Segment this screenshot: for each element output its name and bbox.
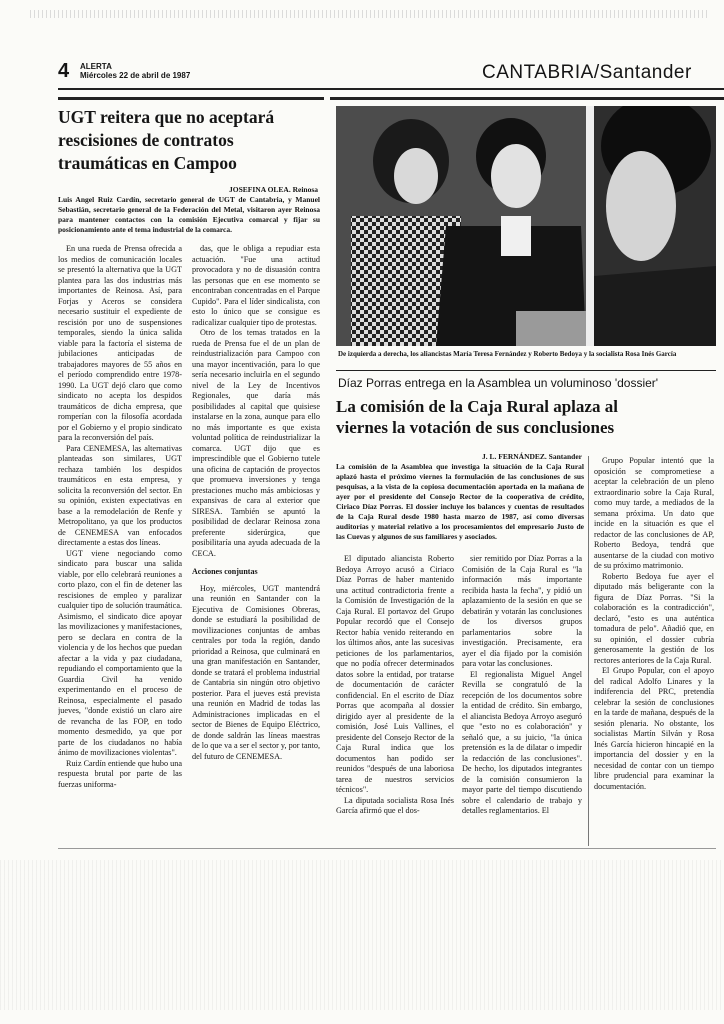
- bottom-rule: [58, 848, 716, 849]
- paragraph: Otro de los temas tratados en la rueda de Prensa fue el de un plan de reindustrialización para Campoo con una mayor incentivación, para lo que sería necesario incluirla en el segundo nivel de la Ley de Incentivos Regionales, que daría más posibilidades al capital que quisiese instalarse en la zona, aunque para ello no más importante es que exista voluntad política de reindustrializar la comarca. UGT dijo que es imprescindible que el Gobierno tutele una oficina de captación de proyectos que promueva inversiones y tenga prestaciones mucho más ambiciosas y expansivas de cara al exterior que SIRESA. También se apuntó la posibilidad de declarar Reinosa zona preferente siderúrgica, que posibilitaría una ayuda adecuada de la CECA.: [192, 328, 320, 558]
- paragraph: Grupo Popular intentó que la oposición se comprometiese a aceptar la celebración de un pleno extraordinario sobre la Caja Rural, como muy tarde, a mediados de la semana próxima. Un dato que incide en la situación es que el redactor de las conclusiones de AP, Roberto Bedoya, tendrá que ausentarse de la ciudad con motivo de su próximo matrimonio.: [594, 456, 714, 570]
- paragraph: Roberto Bedoya fue ayer el diputado más beligerante con la figura de Díaz Porras. "Si la colaboración es la contradicción", declaró, "esto es una auténtica tomadura de pelo". Añadió que, en su opinión, el dossier cubría generosamente la gestión de los rectores anteriores de la Caja Rural.: [594, 571, 714, 665]
- paragraph: La diputada socialista Rosa Inés García afirmó que el dos-: [336, 795, 454, 815]
- right-lead: La comisión de la Asamblea que investiga la situación de la Caja Rural aplazó hasta el próximo viernes la formulación de las conclusiones de sus pesquisas, a la vista de la copiosa documentación aportada en la mañana de ayer por el presidente del Consejo Rector de la cooperativa de crédito, Ciriaco Díaz Porras. El dossier incluye los balances y cuentas de resultados de la Caja Rural desde 1980 hasta marzo de 1987, así como diversas auditorías y material relativo a los procesamientos del empresario Justo de las Cuevas y algunos de sus familiares y asociados.: [336, 462, 584, 541]
- paragraph: das, que le obliga a repudiar esta actuación. "Fue una actitud provocadora y no de disuasión contra las personas que en ese momento se encontraban concentradas en el Parque Cupido". Para el líder sindicalista, con esto lo único que se consigue es radicalizar cualquier tipo de protestas.: [192, 244, 320, 327]
- scan-noise-bottom: [0, 860, 724, 1010]
- paragraph: Ruiz Cardín entiende que hubo una respuesta brutal por parte de las fuerzas uniforma-: [58, 758, 182, 789]
- left-column-1: [58, 244, 182, 844]
- left-lead: Luis Angel Ruiz Cardín, secretario general de UGT de Cantabria, y Manuel Sebastián, secretario general de la Federación del Metal, visitaron ayer Reinosa para mantener contactos con la comisión Ejecutiva comarcal y fijar su posicionamiento ante el tema industrial de la comarca.: [58, 195, 320, 234]
- left-byline: JOSEFINA OLEA. Reinosa: [229, 185, 318, 194]
- right-headline: La comisión de la Caja Rural aplaza al viernes la votación de sus conclusiones: [336, 397, 618, 437]
- photo-image: [336, 106, 716, 346]
- right-column-2: [462, 554, 582, 844]
- paragraph: Hoy, miércoles, UGT mantendrá una reunión en Santander con la Ejecutiva de Comisiones Obreras, donde se estudiará la posibilidad de movilizaciones conjuntas de ambas centrales por toda la región, dando prioridad a Reinosa, que culminará en una gran manifestación en Santander, donde se tratará el problema industrial de Cantabria sin ningún otro objetivo posterior. Para el jueves está prevista una reunión en Madrid de todas las Administraciones implicadas en el sector de Bienes de Equipo Eléctrico, de donde saldrán las líneas maestras de lo que va a ser el sector y, por tanto, del futuro de CENEMESA.: [192, 583, 320, 761]
- left-top-rule: [58, 97, 324, 100]
- paragraph: El Grupo Popular, con el apoyo del radical Adolfo Linares y la indiferencia del PRC, pretendía celebrar la sesión de conclusiones en la tarde de mañana, después de la sesión plenaria. No obstante, los socialistas Martín Silván y Rosa Inés García hicieron hincapié en la importancia del dossier y en la necesidad de contar con un tiempo libre prudencial para examinar la documentación.: [594, 666, 714, 791]
- paragraph: En una rueda de Prensa ofrecida a los medios de comunicación locales se presentó la alternativa que la UGT planteа para las dos industrias más importantes de Reinosa. Así, para Forjas y Aceros se considera necesario sustituir el expediente de rescisión por uno de suspensiones temporales, siendo la única salida viable para la factoría el sistema de jubilaciones anticipadas de trabajadores mayores de 55 años en el período comprendido entre 1978-1990. La UGT dejó claro que como sindicato no acepta los despidos traumáticos de dicha empresa, que romperían con la filosofía acordada por el Gobierno y el propio sindicato para la reconversión del país.: [58, 244, 182, 442]
- caption-rule: [336, 370, 716, 371]
- right-column-1: [336, 554, 454, 844]
- page-number: 4: [58, 60, 70, 82]
- left-headline: UGT reitera que no aceptará rescisiones de contratos traumáticas en Campoo: [58, 107, 275, 173]
- paragraph: UGT viene negociando como sindicato para buscar una salida viable, por ello celebrará reuniones a corto plazo, con el fin de detener las rescisiones de empleo y paralizar cualquier tipo de solución traumática. Asimismo, el sindicato dice apoyar las movilizaciones y manifestaciones, pero se declara en contra de la violencia y de los hechos que puedan afectar a la vida y paz ciudadana, repudiando el comportamiento que la Guardia Civil ha venido experimentando en el proceso de Reinosa, especialmente el pasado jueves, "donde existió un claro aire de revancha de las FOP, en todo momento desmedido, ya que por parte de los ciudadanos no había ánimo de movilizaciones violentas".: [58, 548, 182, 757]
- publication-name: ALERTA: [80, 62, 112, 71]
- publication-info: [80, 62, 190, 80]
- left-column-2: [192, 244, 320, 844]
- right-byline: J. L. FERNÁNDEZ. Santander: [481, 452, 582, 461]
- section-title: CANTABRIA/Santander: [482, 62, 692, 83]
- paragraph: sier remitido por Díaz Porras a la Comisión de la Caja Rural es "la información más importante recibida hasta la fecha", y pidió un aplazamiento de la sesión en que se debatirán y votarán las conclusiones de los diversos grupos parlamentarios sobre la investigación. Precisamente, era ayer el día fijado por la comisión para votar las conclusiones.: [462, 554, 582, 668]
- paragraph: El diputado aliancista Roberto Bedoya Arroyo acusó a Ciriaco Díaz Porras de haber mantenido una actitud contradictoria frente a la Comisión de Investigación de la Caja Rural. El portavoz del Grupo Popular recordó que el Consejo Rector había venido reiterando en los últimos años, ante las sucesivas peticiones de los parlamentarios, que no podía ofrecer determinados datos sobre la entidad, por tratarse de documentación de carácter confidencial. En el escrito de Díaz Porras que acompaña al dossier dirigido ayer al presidente de la comisión, José Luis Vallines, el presidente del Consejo Rector de la Caja Rural indica que los documentos han podido ser reunidos "después de una laboriosa tarea de nuestros servicios técnicos".: [336, 554, 454, 794]
- paragraph: El regionalista Miguel Angel Revilla se congratuló de la recepción de los documentos sobre la entidad de crédito. Sin embargo, el aliancista Bedoya Arroyo aseguró que "esto no es colaboración" y señaló que, a su juicio, "la única pretensión es la de dilatar o impedir la redacción de las conclusiones". De hecho, los diputados integrantes de la comisión consumieron la mayor parte del tiempo discutiendo sobre el calendario de trabajo y detalles reglamentarios. El: [462, 669, 582, 815]
- photo: [336, 106, 716, 346]
- column-divider: [588, 456, 589, 846]
- right-top-rule: [330, 97, 724, 100]
- subhead: Acciones conjuntas: [192, 567, 258, 576]
- scan-noise-top: [30, 10, 710, 18]
- right-column-3: [594, 456, 714, 846]
- publication-date: Miércoles 22 de abril de 1987: [80, 71, 191, 80]
- header-rule: [58, 88, 724, 90]
- photo-caption: De izquierda a derecha, los aliancistas María Teresa Fernández y Roberto Bedoya y la socialista Rosa Inés García: [338, 350, 677, 358]
- right-kicker: Díaz Porras entrega en la Asamblea un voluminoso 'dossier': [338, 376, 659, 390]
- paragraph: Para CENEMESA, las alternativas planteadas son similares, UGT rechaza también los despidos traumáticos en esta empresa, y solicita la reconversión del sector. En su opinión, existen expectativas en base a la remodelación de Renfe y Metropolitano, ya que los productos de CENEMESA van enfocados directamente a estas dos líneas.: [58, 443, 182, 547]
